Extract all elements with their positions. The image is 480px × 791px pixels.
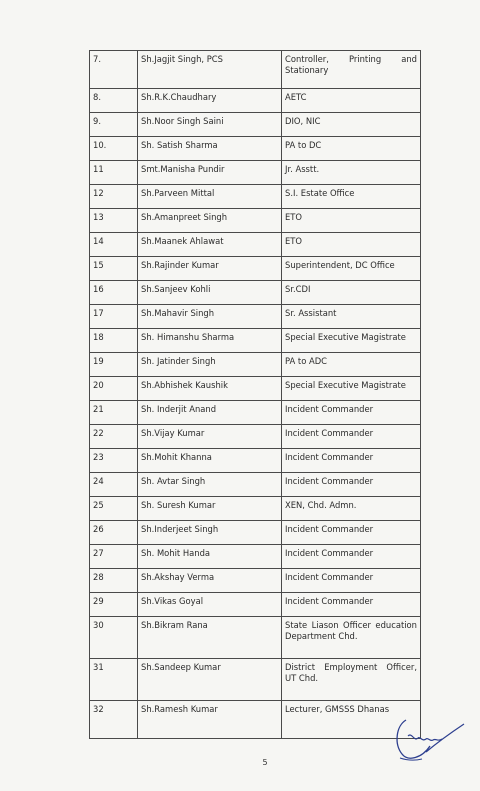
designation-cell: Jr. Asstt.: [282, 161, 421, 185]
official-name-cell: Sh.R.K.Chaudhary: [138, 89, 282, 113]
serial-number-cell: 11: [90, 161, 138, 185]
serial-number-cell: 26: [90, 521, 138, 545]
table-row: [90, 659, 421, 701]
serial-number-cell: 14: [90, 233, 138, 257]
designation-cell: Incident Commander: [282, 401, 421, 425]
table-row: [90, 209, 421, 233]
serial-number-cell: 8.: [90, 89, 138, 113]
serial-number-cell: 16: [90, 281, 138, 305]
designation-cell: Incident Commander: [282, 521, 421, 545]
serial-number-cell: 12: [90, 185, 138, 209]
official-name-cell: Sh. Mohit Handa: [138, 545, 282, 569]
table-row: [90, 593, 421, 617]
table-row: [90, 569, 421, 593]
official-name-cell: Sh.Noor Singh Saini: [138, 113, 282, 137]
official-name-cell: Sh.Sanjeev Kohli: [138, 281, 282, 305]
official-name-cell: Sh.Inderjeet Singh: [138, 521, 282, 545]
official-name-cell: Sh.Akshay Verma: [138, 569, 282, 593]
official-name-cell: Sh. Himanshu Sharma: [138, 329, 282, 353]
designation-cell: Incident Commander: [282, 473, 421, 497]
designation-cell: DIO, NIC: [282, 113, 421, 137]
designation-cell: Superintendent, DC Office: [282, 257, 421, 281]
serial-number-cell: 9.: [90, 113, 138, 137]
table-row: [90, 329, 421, 353]
table-row: [90, 89, 421, 113]
table-row: [90, 281, 421, 305]
serial-number-cell: 30: [90, 617, 138, 659]
designation-cell: S.I. Estate Office: [282, 185, 421, 209]
table-row: [90, 51, 421, 89]
table-body: [90, 51, 421, 739]
official-name-cell: Sh.Jagjit Singh, PCS: [138, 51, 282, 89]
serial-number-cell: 19: [90, 353, 138, 377]
designation-cell: State Liason Officer education Department Chd.: [282, 617, 421, 659]
table-row: [90, 521, 421, 545]
handwritten-signature: [392, 712, 466, 764]
official-name-cell: Sh.Vijay Kumar: [138, 425, 282, 449]
serial-number-cell: 22: [90, 425, 138, 449]
official-name-cell: Sh. Avtar Singh: [138, 473, 282, 497]
serial-number-cell: 32: [90, 701, 138, 739]
official-name-cell: Sh.Mohit Khanna: [138, 449, 282, 473]
official-name-cell: Sh. Satish Sharma: [138, 137, 282, 161]
table-row: [90, 425, 421, 449]
designation-cell: Incident Commander: [282, 425, 421, 449]
table-row: [90, 113, 421, 137]
serial-number-cell: 18: [90, 329, 138, 353]
table-row: [90, 233, 421, 257]
designation-cell: ETO: [282, 209, 421, 233]
official-name-cell: Sh.Vikas Goyal: [138, 593, 282, 617]
table-row: [90, 161, 421, 185]
serial-number-cell: 31: [90, 659, 138, 701]
table-row: [90, 401, 421, 425]
table-row: [90, 545, 421, 569]
designation-cell: Incident Commander: [282, 449, 421, 473]
page-number: 5: [262, 758, 268, 767]
official-name-cell: Sh. Jatinder Singh: [138, 353, 282, 377]
serial-number-cell: 15: [90, 257, 138, 281]
serial-number-cell: 23: [90, 449, 138, 473]
official-name-cell: Sh.Parveen Mittal: [138, 185, 282, 209]
official-name-cell: Sh.Amanpreet Singh: [138, 209, 282, 233]
table-row: [90, 353, 421, 377]
table-row: [90, 137, 421, 161]
serial-number-cell: 27: [90, 545, 138, 569]
official-name-cell: Sh.Bikram Rana: [138, 617, 282, 659]
serial-number-cell: 24: [90, 473, 138, 497]
serial-number-cell: 7.: [90, 51, 138, 89]
serial-number-cell: 25: [90, 497, 138, 521]
table-row: [90, 305, 421, 329]
table-row: [90, 185, 421, 209]
official-name-cell: Sh. Inderjit Anand: [138, 401, 282, 425]
designation-cell: Controller, Printing and Stationary: [282, 51, 421, 89]
designation-cell: Incident Commander: [282, 593, 421, 617]
table-row: [90, 377, 421, 401]
designation-cell: Lecturer, GMSSS Dhanas: [282, 701, 421, 739]
table-row: [90, 497, 421, 521]
officials-table: [89, 50, 421, 739]
serial-number-cell: 20: [90, 377, 138, 401]
serial-number-cell: 17: [90, 305, 138, 329]
table-row: [90, 617, 421, 659]
designation-cell: PA to ADC: [282, 353, 421, 377]
serial-number-cell: 29: [90, 593, 138, 617]
official-name-cell: Sh.Mahavir Singh: [138, 305, 282, 329]
official-name-cell: Sh.Ramesh Kumar: [138, 701, 282, 739]
serial-number-cell: 28: [90, 569, 138, 593]
serial-number-cell: 10.: [90, 137, 138, 161]
official-name-cell: Smt.Manisha Pundir: [138, 161, 282, 185]
designation-cell: Incident Commander: [282, 569, 421, 593]
official-name-cell: Sh.Sandeep Kumar: [138, 659, 282, 701]
designation-cell: XEN, Chd. Admn.: [282, 497, 421, 521]
serial-number-cell: 21: [90, 401, 138, 425]
official-name-cell: Sh.Maanek Ahlawat: [138, 233, 282, 257]
official-name-cell: Sh. Suresh Kumar: [138, 497, 282, 521]
official-name-cell: Sh.Abhishek Kaushik: [138, 377, 282, 401]
table-row: [90, 701, 421, 739]
designation-cell: Sr.CDI: [282, 281, 421, 305]
table-row: [90, 473, 421, 497]
designation-cell: Special Executive Magistrate: [282, 377, 421, 401]
designation-cell: District Employment Officer, UT Chd.: [282, 659, 421, 701]
designation-cell: AETC: [282, 89, 421, 113]
designation-cell: ETO: [282, 233, 421, 257]
designation-cell: Incident Commander: [282, 545, 421, 569]
table-row: [90, 449, 421, 473]
table-row: [90, 257, 421, 281]
designation-cell: PA to DC: [282, 137, 421, 161]
official-name-cell: Sh.Rajinder Kumar: [138, 257, 282, 281]
serial-number-cell: 13: [90, 209, 138, 233]
designation-cell: Special Executive Magistrate: [282, 329, 421, 353]
designation-cell: Sr. Assistant: [282, 305, 421, 329]
